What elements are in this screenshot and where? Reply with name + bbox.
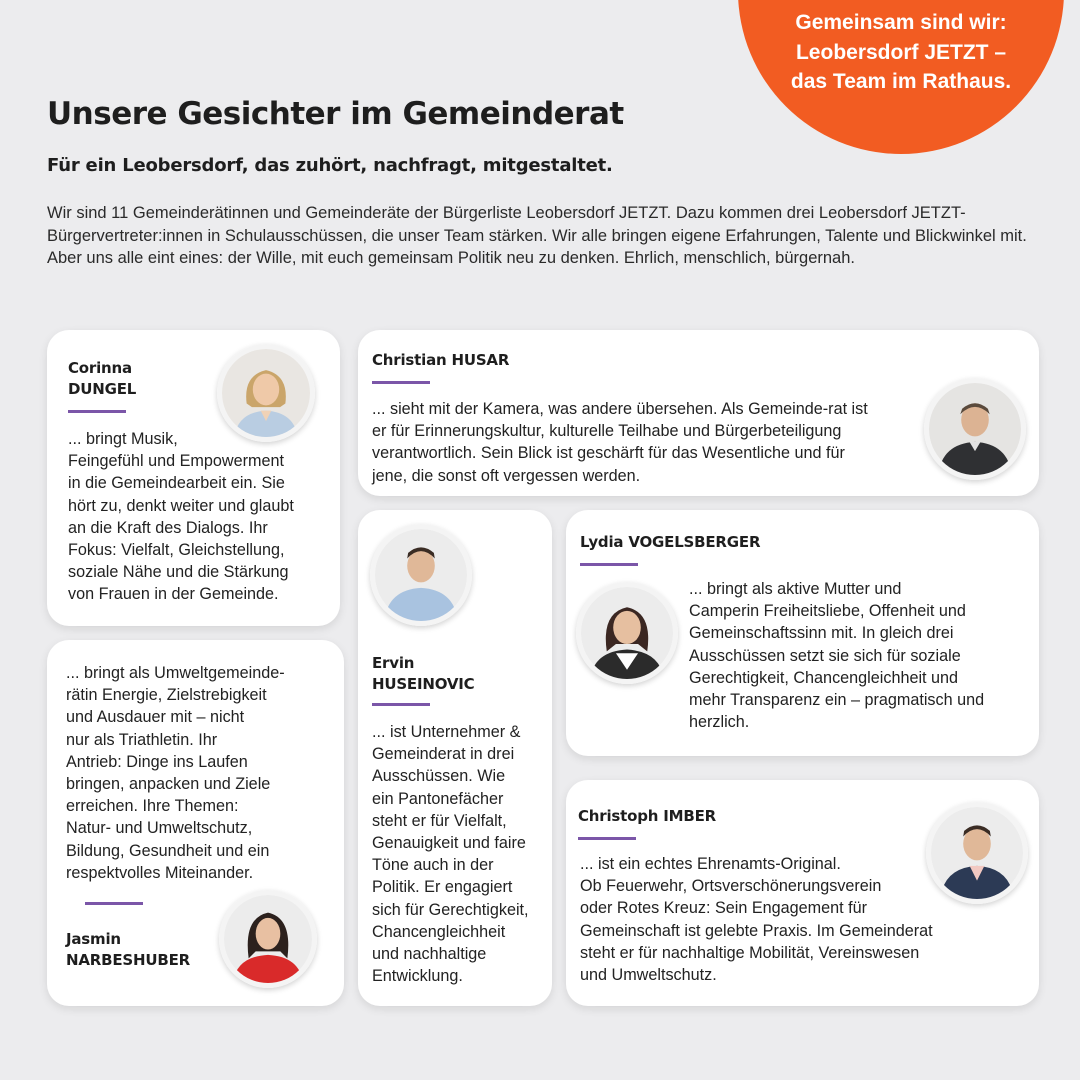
text-line: jene, die sonst oft vergessen werden.: [372, 466, 641, 485]
text-line: steht er für Vielfalt,: [372, 811, 507, 830]
text-line: rätin Energie, Zielstrebigkeit: [66, 686, 267, 705]
text-line: respektvolles Miteinander.: [66, 863, 254, 882]
member-card-corinna: [47, 330, 340, 626]
member-name: [68, 358, 136, 400]
text-line: er für Erinnerungskultur, kulturelle Teilhabe und Bürgerbeteiligung: [372, 422, 842, 441]
member-photo: [576, 582, 678, 684]
portrait-icon: [222, 349, 310, 437]
badge-line: Leobersdorf JETZT –: [795, 40, 1007, 64]
member-photo: [926, 802, 1028, 904]
member-description: [372, 721, 529, 987]
text-line: und Umweltschutz.: [580, 966, 717, 985]
member-first-name: Jasmin: [66, 930, 121, 948]
text-line: ... bringt Musik,: [68, 430, 178, 448]
member-full-name: Lydia VOGELSBERGER: [580, 533, 761, 551]
text-line: ... bringt als aktive Mutter und: [689, 580, 902, 598]
text-line: Fokus: Vielfalt, Gleichstellung,: [68, 541, 285, 560]
text-line: Natur- und Umweltschutz,: [66, 819, 253, 838]
member-name: [372, 653, 474, 695]
member-description: [580, 853, 933, 986]
member-full-name: Christian HUSAR: [372, 351, 510, 369]
text-line: und Ausdauer mit – nicht: [66, 708, 245, 727]
portrait-icon: [931, 807, 1023, 899]
portrait-icon: [375, 529, 467, 621]
member-name: [580, 532, 760, 553]
text-line: nur als Triathletin. Ihr: [66, 730, 218, 749]
member-card-ervin: [358, 510, 552, 1006]
text-line: erreichen. Ihre Themen:: [66, 797, 239, 816]
text-line: herzlich.: [689, 713, 750, 732]
portrait-icon: [929, 383, 1021, 475]
member-photo: [924, 378, 1026, 480]
text-line: Camperin Freiheitsliebe, Offenheit und: [689, 602, 966, 621]
text-line: soziale Nähe und die Stärkung: [68, 563, 289, 582]
text-line: in die Gemeindearbeit ein. Sie: [68, 474, 285, 493]
accent-rule: [578, 837, 636, 840]
text-line: Genauigkeit und faire: [372, 834, 526, 853]
member-card-christoph: [566, 780, 1039, 1006]
text-line: Gemeinschaftssinn mit. In gleich drei: [689, 624, 954, 643]
member-card-jasmin: [47, 640, 344, 1006]
text-line: Politik. Er engagiert: [372, 878, 513, 897]
member-card-christian: [358, 330, 1039, 496]
text-line: oder Rotes Kreuz: Sein Engagement für: [580, 899, 868, 918]
text-line: Entwicklung.: [372, 967, 463, 986]
text-line: sich für Gerechtigkeit,: [372, 900, 529, 919]
page-title: Unsere Gesichter im Gemeinderat: [47, 96, 624, 132]
member-first-name: Corinna: [68, 359, 132, 377]
text-line: ... ist ein echtes Ehrenamts-Original.: [580, 855, 841, 873]
text-line: ein Pantonefächer: [372, 789, 504, 808]
text-line: Ausschüssen setzt sie sich für soziale: [689, 646, 961, 665]
member-name: [66, 929, 190, 971]
member-first-name: Ervin: [372, 654, 415, 672]
accent-rule: [372, 703, 430, 706]
member-name: [372, 350, 509, 371]
text-line: Feingefühl und Empowerment: [68, 452, 284, 471]
accent-rule: [68, 410, 126, 413]
member-description: [68, 428, 294, 606]
member-full-name: Christoph IMBER: [578, 807, 717, 825]
member-description: [66, 662, 285, 884]
text-line: Gemeinderat in drei: [372, 745, 515, 764]
accent-rule: [580, 563, 638, 566]
accent-rule: [372, 381, 430, 384]
text-line: ... bringt als Umweltgemeinde-: [66, 664, 285, 682]
text-line: verantwortlich. Sein Blick ist geschärft für das Wesentliche und für: [372, 444, 845, 463]
page-subtitle: Für ein Leobersdorf, das zuhört, nachfragt, mitgestaltet.: [47, 155, 613, 176]
badge-line: das Team im Rathaus.: [790, 70, 1012, 93]
portrait-icon: [224, 895, 312, 983]
text-line: mehr Transparenz ein – pragmatisch und: [689, 691, 985, 710]
member-description: [689, 578, 984, 733]
text-line: Gemeinschaft ist gelebte Praxis. Im Gemeinderat: [580, 921, 933, 940]
badge-text: [768, 8, 1034, 97]
member-photo: [370, 524, 472, 626]
text-line: Antrieb: Dinge ins Laufen: [66, 752, 248, 771]
text-line: steht er für nachhaltige Mobilität, Vereinswesen: [580, 943, 920, 962]
member-name: [578, 806, 716, 827]
text-line: bringen, anpacken und Ziele: [66, 775, 271, 794]
accent-rule: [85, 902, 143, 905]
badge-line: Gemeinsam sind wir:: [795, 11, 1007, 34]
member-last-name: NARBESHUBER: [66, 951, 190, 969]
text-line: an die Kraft des Dialogs. Ihr: [68, 518, 268, 537]
text-line: ... sieht mit der Kamera, was andere übersehen. Als Gemeinde-rat ist: [372, 400, 868, 418]
text-line: Chancengleichheit: [372, 922, 506, 941]
text-line: von Frauen in der Gemeinde.: [68, 585, 279, 604]
text-line: Ausschüssen. Wie: [372, 767, 506, 786]
member-card-lydia: [566, 510, 1039, 756]
intro-text: Wir sind 11 Gemeinderätinnen und Gemeinderäte der Bürgerliste Leobersdorf JETZT. Dazu kommen drei Leobersdorf JETZT-Bürgervertreter:innen in Schulausschüssen, die unser Team stärken. Wir alle bringen eigene Erfahrungen, Talente und Blickwinkel mit. Aber uns alle eint eines: der Wille, mit euch gemeinsam Politik neu zu denken. Ehrlich, menschlich, bürgernah.: [47, 204, 1027, 267]
member-last-name: DUNGEL: [68, 380, 137, 398]
text-line: und nachhaltige: [372, 945, 487, 964]
text-line: hört zu, denkt weiter und glaubt: [68, 496, 294, 515]
text-line: ... ist Unternehmer &: [372, 723, 521, 741]
member-description: [372, 398, 868, 487]
text-line: Ob Feuerwehr, Ortsverschönerungsverein: [580, 877, 882, 896]
member-last-name: HUSEINOVIC: [372, 675, 475, 693]
portrait-icon: [581, 587, 673, 679]
text-line: Töne auch in der: [372, 856, 494, 875]
member-photo: [219, 890, 317, 988]
text-line: Bildung, Gesundheit und ein: [66, 841, 270, 860]
text-line: Gerechtigkeit, Chancengleichheit und: [689, 668, 959, 687]
